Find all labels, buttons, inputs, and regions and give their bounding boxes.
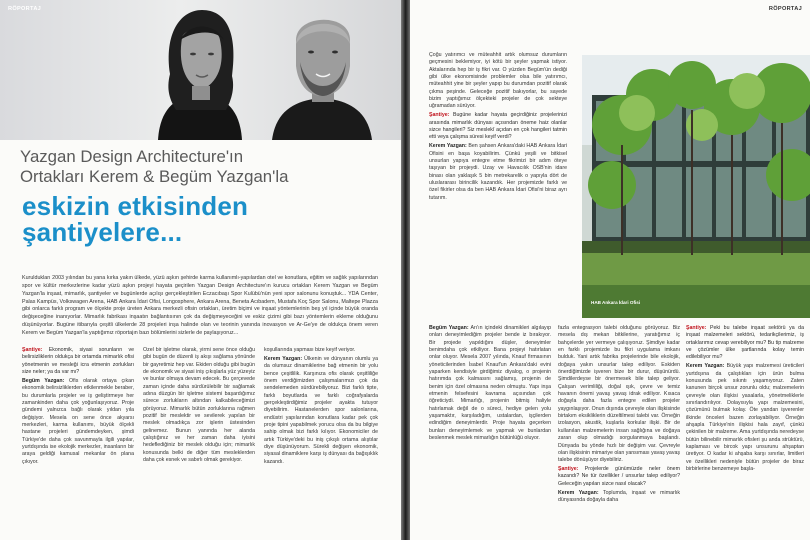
headline-big-line-2: şantiyelere...: [22, 217, 183, 247]
right-column-2: [558, 325, 680, 537]
answer-text: Ülkenin ve dünyanın olumlu ya da olumsuz dinamiklerine bağ etmenin bir yolu bence çeşitlilik. Karşınıza ofis olarak çeşitliliğe önem verdiğimizden çalışmalarımızı çok da sendelemeden sürdürebiliyoruz. Bizi farklı tipte, farklı boyutlarda ve farklı coğrafyalarda gerçekleştirdiğimiz projeler ayakta tutuyor diyebilirim. Hastanelerden spor salonlarına, endüstri yapılarından konutlara kadar pek çok proje tipini yapabilmek yorucu olsa da bu bilgiye sahip olmak bizi farklı kılıyor. Ekonomiciler de artık Türkiye'deki bu iniş çıkışlı ortama alıştılar diye düşünüyorum. Sürekli değişen ekonomik, siyasal dinamiklere karşı iş dünyası da bağışıklık kazandı.: [264, 355, 378, 465]
left-column-1: [22, 347, 134, 537]
left-page: [0, 0, 401, 540]
answer-text: Ben şahsen Ankara'daki HAB Ankara İdari Ofisini en başa koyabilirim. Çünkü yeşili ve bitkisel unsurları yapıya entegre etme fikrimizi bir adım öteye taşıyan bir projeydi. Uzay ve Havacılık OSB'nin idare binası olan yaklaşık 5 bin metrekarelik o yapıyla dört de uluslararası birincilik kazandık. Her projemizde farklı ve özel fikirler olsa da ben HAB Ankara İdari Ofisi'ni biraz ayrı tutarım.: [429, 143, 567, 201]
answer-label: Kerem Yazgan:: [429, 143, 467, 150]
question-label: Şantiye:: [686, 325, 707, 331]
left-column-3: [264, 347, 378, 537]
headline-big-line-1: eskizin etkisinden: [22, 191, 249, 221]
question-text: Ekonomik, siyasi sorunların ve belirsizliklerin oldukça bir ortamda mimarlık ofisi yönetmenin ve mesleği icra etmenin zorlukları size neler; ya da var mı?: [22, 347, 134, 376]
answer-text: Arı'ın içindeki dinamikleri algılayıp onları deneyimlediğim projeler bende iz bırakıyor. Bir projede yapıldığını düşler, deneyimler benimdaha çok etkiliyor. Bana projeyi hatırlatan onlar oluyor. Mesela 2007 yılında, Knauf firmasının yöneticilerinden İsabel Knauf'un Ankara'daki evini yaparken kendisiyle girdiğimiz diyalog, o projenin hatırımda çok kalmasını sağlamış, projenin de benim için özel olmasına neden olmuştu. Yapı inşa etmenin felsefesini kavrama açısından çok öğreticiydi. Mimarlığı, projenin bitmiş haliyle hatırlamak değil de o süreci, hediye gelen yolu yaşamaktır, karşıladığım, ustalardan, işçilerden edindiğim deneyimlerdir. Proje hayata geçerken bunları deneyimlemek ve yapmak ve bunlardan beslenmek meslek mimarlığın bütünlüğü oluyor.: [429, 325, 551, 442]
question-text: Bugüne kadar hayata geçirdiğiniz projelerinizi arasında mimarlık dünyası açısından öneme haiz olanlar sizce hangileri? Siz meslekî açıdan en çok hangileri tatmin etti veya çalışma süresi keyif verdi?: [429, 112, 567, 141]
answer-label: Kerem Yazgan:: [686, 363, 725, 370]
question-text: Peki bu talebe inşaat sektörü ya da inşaat malzemeleri sektörü, tedarikçilerimiz, iş ortaklarımız cevap verebiliyor mu? Bu tip malzeme ve çözümler ülke şartlarında kolay temin edilebiliyor mu?: [686, 325, 804, 361]
answer-text: Ofis olarak ortaya çıkan ekonomik belirsizliklerden etkilenmekle beraber, bu durumlarla projeler ve iş geliştirmeye her zamankinden daha çok yoğunlaşıyoruz. Proje gündemi yalnızca bağlı olarak yıldan yıla değişiyor. Mesela on sene önce akyarsı merkezleri, karma kullanımı, büyük ölçekli hastane projeleri gündemdeyken, şimdi Türkiye'de daha çok savunmayla ilgili yapılar, yurtdışında ise ekolojik merkezler, insanların bir araya geldiği kamusal mekanlar ön plana çıkıyor.: [22, 377, 134, 465]
answer-label: Kerem Yazgan:: [264, 355, 303, 362]
left-column-2: [143, 347, 255, 537]
right-column-1: [429, 52, 567, 312]
right-column-1-bottom: [429, 325, 551, 537]
column-text-top: koşullarında yapması bize keyif veriyor.: [264, 347, 356, 353]
question-label: Şantiye:: [429, 112, 450, 119]
question-label: Şantiye:: [22, 347, 43, 353]
section-label: RÖPORTAJ: [8, 6, 42, 12]
headline-line-2: Ortakları Kerem & Begüm Yazgan'la: [20, 167, 289, 186]
answer-text: Büyük yapı malzemesi üreticileri yurtdışına da çalıştıkları için ürün bulma konusunda pek sıkıntı yaşamıyoruz. Zaten kanunen birçok unsur zorunlu oldu; malzemelerin çevreyle olan ilişkisi yasalarla, yönetmeliklerle sınırlandırılıyor. Dolayısıyla yapı malzemesini, çözümünü bulmak kolay. Öte yandan işverenler ilkinde önceleri bazen zorlayabiliyor. Örneğin ahşapla Türkiye'nin ilişkisi hala zayıf, çünkü çekinilen bir malzeme. Ama yurtdışında neredeyse bütün bilinebilir mimarlık ofisleri şu anda strüktürü, kaplaması ve bircok yapı unsurunu ahşaptan üretiyor. O kadar ki ahşaba karşı sınırlar, limitleri ve özellikleri nedeniyle bütün projeler de biraz birbirlerine benzemeye başla-: [686, 363, 804, 473]
image-caption: HAB Ankara İdari Ofisi: [591, 300, 641, 305]
column-text: Özel bir işletme olarak, yirmi sene önce olduğu gibi bugün de düzenli iş akışı sağlama yönünde bir gayretimiz hep var. Ekiden olduğu gibi bugün de ekonomik ve siyasi iniş çıkışlarla yüz yüzeyiz ve bunlar olmaya devam edecek. Bu çerçevede zaman içinde daha sürdürülebilir bir sağlamak adına düzgün bir işletme sistemi başardığımız sürece zorlukların altından kalkabileceğimizi görüyoruz. Mimarlık bütün zorluklarına rağmen pozitif bir meslektir ve sevilerek yapılan bir meslek olmadıkça zor işlerin üstesinden gelinemez. Bunun yanında her alanda çalıştığınız ve her zaman daha iyisini hedeflediğiniz bir meslek olduğu için; mimarlık konusunda belki de diğer tüm mesleklerden daha çok esnek ve sabırlı olmak gerekiyor.: [143, 347, 255, 464]
right-column-3: [686, 325, 804, 537]
portrait-photo: [0, 0, 401, 140]
answer-label: Kerem Yazgan:: [558, 489, 599, 496]
headline-subtitle: [20, 147, 380, 187]
page-gutter: [401, 0, 410, 540]
woman-portrait-image: [140, 0, 260, 140]
question-label: Şantiye:: [558, 466, 579, 473]
question-text: Projelerde günümüzde neler önem kazandı? Ne tür özellikler / unsurlar talep ediliyor? Geleceğin yapıları sizce nasıl olacak?: [558, 466, 680, 487]
answer-label: Begüm Yazgan:: [429, 325, 469, 331]
hab-office-image: [582, 55, 810, 318]
headline-title: [22, 193, 382, 245]
man-portrait-image: [262, 0, 382, 140]
intro-paragraph: Kuruldukları 2003 yılından bu yana kırka yakın ülkede, yüzü aşkın şehirde karma kullanımlı-yapılardan otel ve konutlara, eğitim ve sağlık yapılarından spor ve kültür merkezlerine kadar yüzü aşkın projeyi hayata geçirilen Yazgan Design Architecture'ın kurucu ortakları Kerem Yazgan ve Begüm Yazgan'la inşaat, mimarlık, şantiyeler ve bugünlerde açılışı gerçekleştirilen Eczacıbaşı Spor Kulübü'nün yeni spor salonunu konuştuk... YDA Center, Palas Kampüs, Volkswagen Arena, HAB Ankara İdari Ofisi, Longosphere, Ankara Arena, Beneta Acıbadem, Mustafa Koç Spor Salonu, Maltepe Plazza gibi onlarca farklı program ve ölçekte proje üreten Ankara merkezli ofisin ortakları, üretim biçimi ve inşaat yöntemlerinin beş yıl içinde büyük oranda değişeceğine inanıyorlar. Mimarlık fabrikası inşaatın bağlantısının çok da değişmeyeceğini ve eskiz çizimi gibi bazı yöntemlerin ekleme olduğunu düşünüyorlar. Bugüne itibarıyla çeşitli ülkelerde 28 projeleri inşa halinde olan ve teorinin yanında inovasyon ve Ar-Ge'ye de oldukça önem veren Kerem ve Begüm Yazgan'la yaptığımız röportajın bazı bölümlerini sizlerle de paylaşıyoruz...: [22, 275, 378, 336]
column-text-top: Çoğu yatırımcı ve müteahhit artık olumsuz durumların geçmesini beklemiyor, iyi kötü bir şeyler yapmak istiyor. Aktalarında hep bir iş fikri var. O yüzden Begüm'ün dediği gibi ülke ekonomisinde problemler olsa bile yatırımcı, müteahhit yine bir şeyler yapıp bu durumdan pozitif olarak çıkma peşinde. Geleceğe pozitif bakıyorlar, bu sayede bizim yaptığımız ölçekteki projeler de çok sekteye uğramadan sürüyor.: [429, 52, 567, 110]
answer-label: Begüm Yazgan:: [22, 377, 65, 384]
headline-line-1: Yazgan Design Architecture'ın: [20, 147, 244, 166]
answer-text: Toplumda, inşaat ve mimarlık dünyasında doğayla daha: [558, 489, 680, 504]
section-label: RÖPORTAJ: [768, 6, 802, 12]
right-page: [407, 0, 810, 540]
column-text-top: fazla entegrasyon talebi olduğunu görüyoruz. Biz mesela dış mekan bitkilerine, yaratığımız iç bahçelerde yer vermeye çalışıyoruz. Şimdiye kadar en farklı projemizde bu fikri uygulama imkanı bulduk. Yani artık fabrika projelerinde bile ekolojik, doğaya yakın unsurlar talep ediliyor. Eskiden önerdiğimizde işveren bize bir durur, düşünürdü. Şimdilerdeyse bir önermesek bile talep geliyor. Çalışan verimliliği, doğal ışık, çevre ve temiz havanın önemi yavaş yavaş idrak ediliyor. Kısaca doğayla daha fazla entegre edilen projeler yaygınlaşıyor. Onun dışında çevreyle olan ilişkisinde birtakım eksikliklerin düzeltilmesi talebi var. Örneğin izolasyon, akustik, kuşlarla korkular ilişki. Bir de kullanılan malzemelerin insan sağlığına ve doğaya zararı olup olmadığı sorgulanmaya başlandı. Dünyada bu yönde hızlı bir değişim var. Çevreyle olan ilişkisinin mimariye olan yansıması yavaş yavaş talebe dönüşüyor diyebiliriz.: [558, 325, 680, 464]
building-photo: [582, 55, 810, 318]
